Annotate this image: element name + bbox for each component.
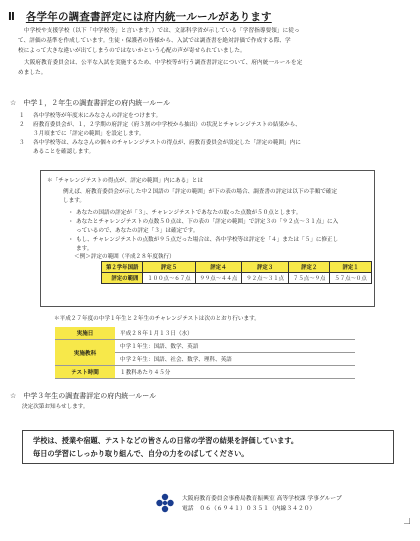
table-header-row [102,262,372,273]
list-item: ３ 各中学校等は、みなさんの個々のチャレンジテストの得点が、府教育委員会が設定した「評定の範囲」内に [19,139,301,146]
table-cell: ７５点～９点 [289,273,330,284]
footer-organization: 大阪府教育委員会事務局教育振興室 高等学校課 学事グループ [182,496,342,502]
table-row [55,327,355,340]
table-cell: ５７点～０点 [330,273,371,284]
box-bullets [68,209,368,254]
schedule-value: 平成２８年１月１３日（水） [115,327,355,340]
prefecture-logo-icon [155,493,175,513]
list-item: ます。 [76,245,93,252]
schedule-value: 中学１年生：国語、数学、英語 [115,340,355,353]
section3-title: ☆ 中学３年生の調査書評定の府内統一ルール [10,392,157,400]
table-cell: ９９点～４４点 [195,273,242,284]
example-label: ＜例＞評定の範囲（平成２８年度執行） [74,254,175,260]
table-header-cell: 評定４ [195,262,242,273]
list-item: ・ あなたの国語の評定が「３」、チャレンジテストであなたの取った点数が５０点とします。 [68,210,302,216]
test-note: ＊平成２７年度の中学１年生と２年生のチャレンジテストは次のとおり行います。 [54,316,260,322]
evaluation-range-table [101,261,372,284]
list-item: ・ あなたとチャレンジテストの点数５０点は、下の表の「評定の範囲」で評定３の「９２点～３１点」に入 [68,218,339,225]
row-label-cell: 評定の範囲 [102,273,143,284]
intro-line-1: 中学校や支援学校（以下「中学校等」と言います。）では、文部科学省が示している「学習指導要領」に従っ [24,28,300,34]
section1-list [19,112,391,157]
table-header-cell: 評定２ [289,262,330,273]
table-header-cell: 評定３ [242,262,289,273]
list-item: っているので、あなたの評定「３」は確定です。 [76,227,199,234]
message-line-2: 毎日の学習にしっかり取り組んで、自分の力をのばしてください。 [33,449,249,458]
table-row [55,366,355,379]
explanation-box [40,170,375,307]
schedule-label: 実施教科 [55,340,115,366]
table-cell: ９２点～３１点 [242,273,289,284]
box-title: ＊「チャレンジテストの得点が、評定の範囲」内にある」とは [47,178,203,184]
schedule-label: 実施日 [55,327,115,340]
schedule-table [55,327,355,379]
heading-number: Ⅱ [8,11,16,23]
table-row [102,273,372,284]
intro-line-5: めました。 [18,70,47,76]
list-item: ・ もし、チャレンジテストの点数が９５点だった場合は、各中学校等は評定を「４」または「５」に修正し [68,236,339,243]
section3-note: 決定次第お知らせします。 [22,404,89,410]
message-box [22,430,394,464]
list-item: ２ 府教育委員会が、１，２学期の府評定（府３割の中学校から抽出）の状況とチャレンジテストの結果から、 [19,121,301,128]
intro-line-4: 大阪府教育委員会は、公平な入試を実施するため、中学校等が行う調査書評定について、府内統一ルールを定 [24,60,303,66]
schedule-value: １教科あたり４５分 [115,366,355,379]
table-header-cell: 評定１ [330,262,371,273]
intro-line-2: て、評価の基準を作成しています。生徒・保護者の皆様から、入試では調査書を絶対評価で作成する際、学 [18,38,291,44]
corner-mark-icon [404,518,410,524]
heading-title: 各学年の調査書評定には府内統一ルールがあります [25,11,272,23]
table-header-cell: 第２学年国語 [102,262,143,273]
table-header-cell: 評定５ [143,262,195,273]
intro-line-3: 校によって大きな違いが出てしまうのではないかという心配の声が寄せられていました。 [18,48,246,54]
message-line-1: 学校は、授業や宿題、テストなどの皆さんの日常の学習の結果を評価しています。 [33,436,299,445]
footer-phone: 電話 ０６（６９４１）０３５１（内線３４２０） [182,506,316,513]
list-item: ３月頃までに「評定の範囲」を設定します。 [33,130,145,137]
table-row [55,340,355,353]
footer-contact [182,494,342,514]
section1-title: ☆ 中学１，２年生の調査書評定の府内統一ルール [10,99,171,107]
page-heading [8,9,272,24]
box-description: 例えば、府教育委員会が示した中２国語の「評定の範囲」が下の表の場合、調査書の評定は以下の手順で確定 します。 [63,189,338,204]
table-cell: １００点～６７点 [143,273,195,284]
schedule-label: テスト時間 [55,366,115,379]
list-item: １ 各中学校等が年度末にみなさんの評定をつけます。 [19,113,162,119]
list-item: あることを確認します。 [33,148,95,155]
schedule-value: 中学２年生：国語、社会、数学、理科、英語 [115,353,355,366]
